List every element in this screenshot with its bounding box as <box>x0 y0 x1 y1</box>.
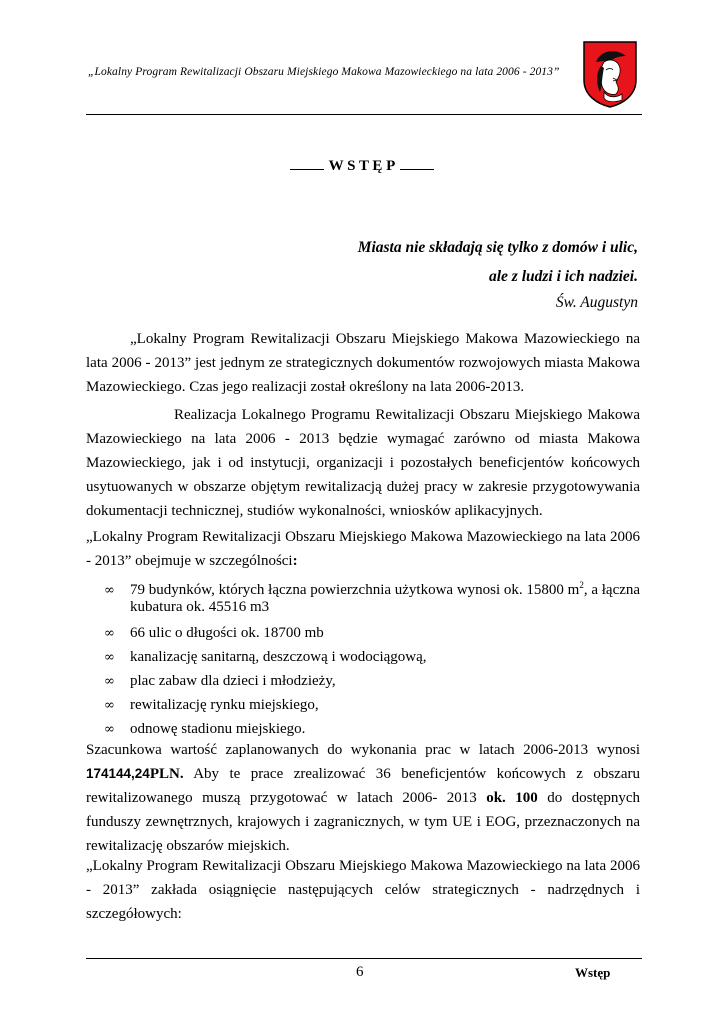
infinity-bullet-icon: ∞ <box>104 626 115 641</box>
heading-left-rule <box>290 159 324 170</box>
paragraph-estimated-value <box>86 738 640 858</box>
document-running-title: „Lokalny Program Rewitalizacji Obszaru Miejskiego Makowa Mazowieckiego na lata 2006 - 2013” <box>88 66 560 78</box>
footer-section-name: Wstęp <box>575 965 611 980</box>
list-item <box>104 582 644 616</box>
paragraph-scope-colon: : <box>292 553 298 569</box>
list-item-text: 79 budynków, których łączna powierzchnia użytkowa wynosi ok. 15800 m <box>130 582 580 598</box>
list-item <box>104 625 644 642</box>
coat-of-arms-icon <box>582 40 638 108</box>
superscript: 2 <box>579 580 584 590</box>
section-heading <box>0 158 724 175</box>
list-item-text: plac zabaw dla dzieci i młodzieży, <box>130 673 336 689</box>
infinity-bullet-icon: ∞ <box>104 722 115 737</box>
list-item-text: rewitalizację rynku miejskiego, <box>130 697 319 713</box>
list-item <box>104 673 644 690</box>
paragraph-introduction-text: „Lokalny Program Rewitalizacji Obszaru Miejskiego Makowa Mazowieckiego na lata 2006 - 2013” jest jednym ze strategicznych dokumentów rozwojowych miasta Makowa Mazowieckiego. Czas jego realizacji został określony na lata 2006-2013. <box>86 331 640 395</box>
applications-count: ok. 100 <box>486 790 538 806</box>
paragraph-goals <box>86 854 640 926</box>
infinity-bullet-icon: ∞ <box>104 583 115 598</box>
heading-right-rule <box>400 159 434 170</box>
page-number: 6 <box>356 964 364 980</box>
list-item <box>104 697 644 714</box>
list-item-text: odnowę stadionu miejskiego. <box>130 721 306 737</box>
amount-currency: PLN. <box>149 766 184 782</box>
list-item <box>104 649 644 666</box>
motto-line-2: ale z ludzi i ich nadziei. <box>489 268 638 285</box>
footer-divider <box>86 958 642 959</box>
header-divider <box>86 114 642 115</box>
list-item-text: kanalizację sanitarną, deszczową i wodociągową, <box>130 649 427 665</box>
paragraph-realization-text: Realizacja Lokalnego Programu Rewitalizacji Obszaru Miejskiego Makowa Mazowieckiego na lata 2006 - 2013 będzie wymagać zarówno od miasta Makowa Mazowieckiego, jak i od instytucji, organizacji i pozostałych beneficjentów końcowych usytuowanych w obszarze objętym rewitalizacją dużej pracy w zakresie przygotowywania dokumentacji technicznej, studiów wykonalności, wniosków aplikacyjnych. <box>86 407 640 519</box>
infinity-bullet-icon: ∞ <box>104 674 115 689</box>
paragraph-scope-text: „Lokalny Program Rewitalizacji Obszaru Miejskiego Makowa Mazowieckiego na lata 2006 - 2013” obejmuje w szczególności <box>86 529 640 569</box>
paragraph-introduction <box>86 327 640 399</box>
infinity-bullet-icon: ∞ <box>104 650 115 665</box>
section-heading-text: W S T Ę P <box>328 158 396 174</box>
amount-value: 174144,24 <box>86 766 150 781</box>
list-item <box>104 721 644 738</box>
scope-list <box>104 582 644 738</box>
paragraph-estimated-value-text-3: do dostępnych funduszy zewnętrznych, krajowych i zagranicznych, w tym UE i EOG, przeznaczonych na rewitalizację obszarów miejskich. <box>86 790 640 854</box>
paragraph-scope <box>86 525 640 573</box>
infinity-bullet-icon: ∞ <box>104 698 115 713</box>
paragraph-goals-text: „Lokalny Program Rewitalizacji Obszaru Miejskiego Makowa Mazowieckiego na lata 2006 - 2013” zakłada osiągnięcie następujących celów strategicznych - nadrzędnych i szczegółowych: <box>86 858 640 922</box>
list-item-text-cont: , a łączna kubatura ok. 45516 m3 <box>130 582 641 615</box>
paragraph-realization <box>86 403 640 523</box>
list-item-text: 66 ulic o długości ok. 18700 mb <box>130 625 324 641</box>
motto-line-1: Miasta nie składają się tylko z domów i ulic, <box>357 239 638 256</box>
paragraph-estimated-value-text: Szacunkowa wartość zaplanowanych do wykonania prac w latach 2006-2013 wynosi <box>86 742 640 758</box>
motto-author: Św. Augustyn <box>555 294 638 311</box>
paragraph-estimated-value-text-2: Aby te prace zrealizować 36 beneficjentów końcowych z obszaru rewitalizowanego muszą przygotować w latach 2006- 2013 <box>86 766 640 806</box>
